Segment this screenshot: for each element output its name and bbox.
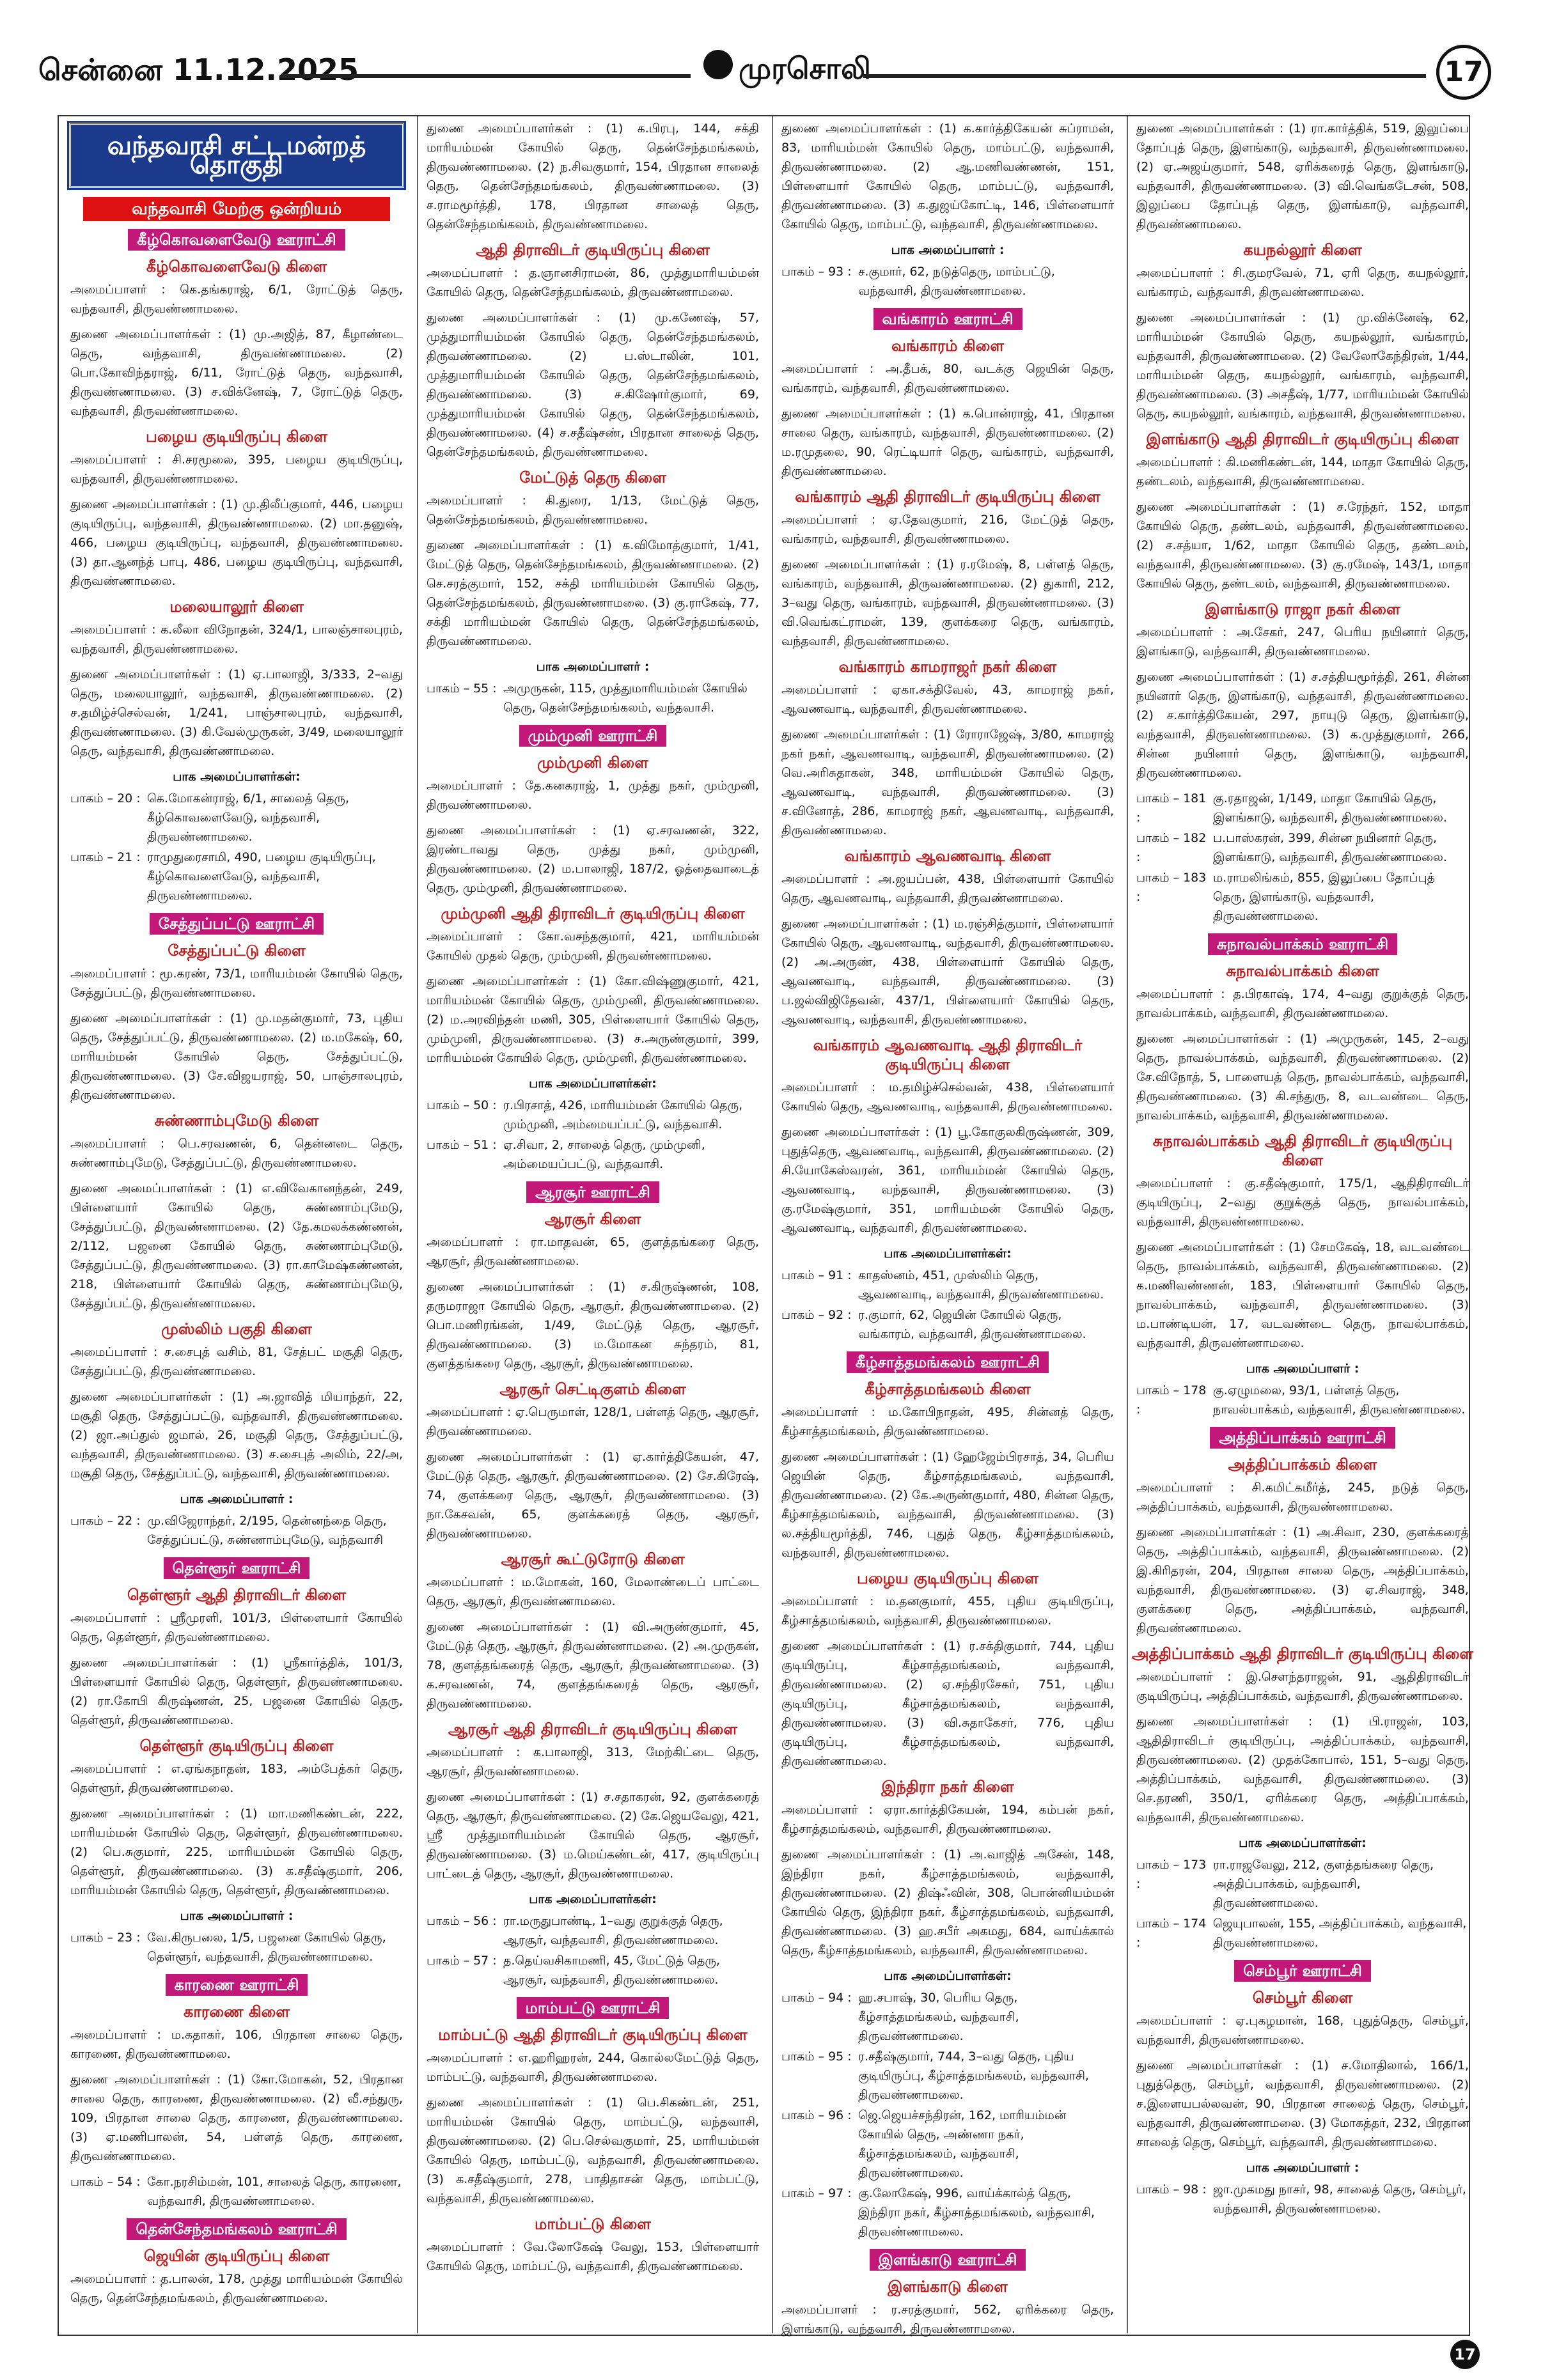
branch-heading: காரணை கிளை <box>184 2003 290 2021</box>
masthead <box>38 45 1509 102</box>
deputy-organizers-entry: துணை அமைப்பாளர்கள் : (1) அ.சிவா, 230, குளக்கரைத் தெரு, அத்திப்பாக்கம், வந்தவாசி, திருவண்ணாமலை. (2) இ.கிரிதரன், 204, பிரதான சாலை தெரு, அத்திப்பாக்கம், வந்தவாசி, திருவண்ணாமலை. (3) ஏ.சிவராஜ், 348, குளக்கரை தெரு, அத்திப்பாக்கம், வந்தவாசி, திருவண்ணாமலை. <box>1136 1525 1469 1635</box>
branch-heading: கயநல்லூர் கிளை <box>1243 241 1362 259</box>
deputy-organizers-entry: துணை அமைப்பாளர்கள் : (1) ஏ.பாலாஜி, 3/333, 2–வது தெரு, மலையாலூர், வந்தவாசி, திருவண்ணாமலை. (2) ச.தமிழ்ச்செல்வன், 1/241, பாஞ்சாலபுரம், வந்தவாசி, திருவண்ணாமலை. (3) கி.வேல்முருகன், 3/49, மலையாலூர் தெரு, வந்தவாசி, திருவண்ணாமலை. <box>70 667 403 758</box>
booth-number: பாகம் – 183 : <box>1136 871 1207 904</box>
booth-organizers-label: பாக அமைப்பாளர்கள்: <box>529 1892 657 1906</box>
booth-row <box>1136 2180 1469 2218</box>
organizer-entry: அமைப்பாளர் : வே.லோகேஷ் வேலு, 153, பிள்ளையார் கோயில் தெரு, மாம்பட்டு, வந்தவாசி, திருவண்ணாமலை. <box>427 2240 759 2273</box>
organizer-entry: அமைப்பாளர் : கு.சதீஷ்குமார், 175/1, ஆதிதிராவிடர் குடியிருப்பு, 2–வது குறுக்குத் தெரு, நாவல்பாக்கம், வந்தவாசி, திருவண்ணாமலை. <box>1136 1176 1469 1229</box>
branch-heading: அத்திப்பாக்கம் கிளை <box>1228 1456 1377 1474</box>
booth-organizer: மு.விஜேராந்தர், 2/195, தென்னந்தை தெரு, சேத்துப்பட்டு, சுண்ணாம்புமேடு, வந்தவாசி <box>147 1514 387 1547</box>
deputy-organizers-entry: துணை அமைப்பாளர்கள் : (1) மு.விக்னேஷ், 62, மாரியம்மன் கோயில் தெரு, கயநல்லூர், வங்காரம், வந்தவாசி, திருவண்ணாமலை. (2) வேலோகேந்திரன், 1/44, மாரியம்மன் தெரு, கயநல்லூர், வங்காரம், வந்தவாசி, திருவண்ணாமலை. (3) அசதீஷ், 1/77, மாரியம்மன் கோயில் தெரு, கயநல்லூர், வங்காரம், வந்தவாசி, திருவண்ணாமலை. <box>1136 311 1469 421</box>
organizer-entry: அமைப்பாளர் : ஏ.பெருமாள், 128/1, பள்ளத் தெரு, ஆரசூர், திருவண்ணாமலை. <box>427 1405 759 1438</box>
deputy-organizers-entry: துணை அமைப்பாளர்கள் : (1) ஸ்ரீகார்த்திக், 101/3, பிள்ளையார் கோயில் தெரு, தெள்ளூர், திருவண்ணாமலை. (2) ரா.கோபி கிருஷ்ணன், 25, பஜனை கோயில் தெரு, தெள்ளூர், திருவண்ணாமலை. <box>70 1656 403 1727</box>
paper-name: முரசொலி <box>739 51 871 86</box>
booth-number: பாகம் – 95 : <box>781 2049 852 2064</box>
booth-row <box>427 1951 759 1989</box>
branch-heading: பழைய குடியிருப்பு கிளை <box>145 428 328 446</box>
deputy-organizers-entry: துணை அமைப்பாளர்கள் : (1) க.விமோத்குமார், 1/41, மேட்டுத் தெரு, தென்சேந்தமங்கலம், திருவண்ணாமலை. (2) செ.சரத்குமார், 152, சக்தி மாரியம்மன் கோயில் தெரு, தென்சேந்தமங்கலம், திருவண்ணாமலை. (3) கு.ராகேஷ், 77, சக்தி மாரியம்மன் கோயில் தெரு, தென்சேந்தமங்கலம், திருவண்ணாமலை. <box>427 538 759 648</box>
booth-row <box>781 2184 1114 2241</box>
booth-row <box>781 2047 1114 2104</box>
deputy-organizers-entry: துணை அமைப்பாளர்கள் : (1) ச.கிருஷ்ணன், 108, தருமராஜா கோயில் தெரு, ஆரசூர், திருவண்ணாமலை. (2) பொ.மணிரங்கன், 1/49, மேட்டுத் தெரு, ஆரசூர், திருவண்ணாமலை. (3) ம.மோகன சுந்தரம், 81, குளத்தங்கரை தெரு, ஆரசூர், திருவண்ணாமலை. <box>427 1280 759 1371</box>
booth-number: பாகம் – 94 : <box>781 1991 852 2005</box>
branch-heading: ஆரசூர் கூட்டுரோடு கிளை <box>501 1550 685 1568</box>
booth-number: பாகம் – 181 : <box>1136 791 1207 825</box>
deputy-organizers-entry: துணை அமைப்பாளர்கள் : (1) மு.மதன்குமார், 73, புதிய தெரு, சேத்துப்பட்டு, திருவண்ணாமலை. (2) ம.மகேஷ், 60, மாரியம்மன் கோயில் தெரு, சேத்துப்பட்டு, திருவண்ணாமலை. (3) சே.விஜயராஜ், 50, பாஞ்சாலபுரம், திருவண்ணாமலை. <box>70 1011 403 1102</box>
organizer-entry: அமைப்பாளர் : ம.தனகுமார், 455, புதிய குடியிருப்பு, கீழ்சாத்தமங்கலம், வந்தவாசி, திருவண்ணாமலை. <box>781 1594 1114 1628</box>
organizer-entry: அமைப்பாளர் : ச.சைபுத் வசிம், 81, சேத்பட் மசூதி தெரு, சேத்துப்பட்டு, திருவண்ணாமலை. <box>70 1345 403 1378</box>
deputy-organizers-entry: துணை அமைப்பாளர்கள் : (1) எ.விவேகானந்தன், 249, பிள்ளையார் கோயில் தெரு, சுண்ணாம்புமேடு, சேத்துப்பட்டு, திருவண்ணாமலை. (2) தே.கமலக்கண்ணன், 2/112, பஜனை கோயில் தெரு, சுண்ணாம்புமேடு, சேத்துப்பட்டு, திருவண்ணாமலை. (3) ரா.காமேஷ்கண்ணன், 218, பிள்ளையார் கோயில் தெரு, சுண்ணாம்புமேடு, சேத்துப்பட்டு, திருவண்ணாமலை. <box>70 1181 403 1311</box>
branch-heading: சுண்ணாம்புமேடு கிளை <box>154 1112 319 1130</box>
panchayat-heading: கீழ்சாத்தமங்கலம் ஊராட்சி <box>847 1351 1049 1373</box>
booth-organizer: கு.ஏழுமலை, 93/1, பள்ளத் தெரு, நாவல்பாக்கம், வந்தவாசி, திருவண்ணாமலை. <box>1213 1383 1466 1417</box>
booth-organizers-label: பாக அமைப்பாளர்கள்: <box>1239 1836 1367 1850</box>
booth-row <box>781 1988 1114 2046</box>
booth-row <box>1136 868 1469 926</box>
organizer-entry: அமைப்பாளர் : ம.கதாகர், 106, பிரதான சாலை தெரு, காரணை, திருவண்ணாமலை. <box>70 2028 403 2061</box>
booth-organizers-label: பாக அமைப்பாளர்கள்: <box>884 1247 1012 1261</box>
organizer-entry: அமைப்பாளர் : ரா.மாதவன், 65, குளத்தங்கரை தெரு, ஆரசூர், திருவண்ணாமலை. <box>427 1235 759 1268</box>
booth-organizer: கு.லோகேஷ், 996, வாய்க்கால்த் தெரு, இந்திரா நகர், கீழ்சாத்தமங்கலம், வந்தவாசி, திருவண்ணாமலை. <box>858 2186 1095 2239</box>
organizer-entry: அமைப்பாளர் : ஸ்ரீமுரளி, 101/3, பிள்ளையார் கோயில் தெரு, தெள்ளூர், திருவண்ணாமலை. <box>70 1611 403 1644</box>
booth-organizers-label: பாக அமைப்பாளர் : <box>891 243 1005 257</box>
branch-heading: ஜெயின் குடியிருப்பு கிளை <box>143 2247 330 2265</box>
booth-organizer: காதஸ்னம், 451, முஸ்லிம் தெரு, ஆவணவாடி, வந்தவாசி, திருவண்ணாமலை. <box>858 1268 1104 1302</box>
booth-organizer: கு.ரதாஜன், 1/149, மாதா கோயில் தெரு, இளங்காடு, வந்தவாசி, திருவண்ணாமலை. <box>1213 791 1447 825</box>
deputy-organizers-entry: துணை அமைப்பாளர்கள் : (1) மு.கணேஷ், 57, முத்துமாரியம்மன் கோயில் தெரு, தென்சேந்தமங்கலம், திருவண்ணாமலை. (2) ப.ஸ்டாலின், 101, முத்துமாரியம்மன் கோயில் தெரு, தென்சேந்தமங்கலம், திருவண்ணாமலை. (3) ச.கிஷோர்குமார், 69, முத்துமாரியம்மன் கோயில் தெரு, தென்சேந்தமங்கலம், திருவண்ணாமலை. (4) ச.சதீஷ்சண், பிரதான சாலைத் தெரு, தென்சேந்தமங்கலம், திருவண்ணாமலை. <box>427 311 759 459</box>
booth-organizer: ர.பிரசாத், 426, மாரியம்மன் கோயில் தெரு, மும்முனி, அம்மையப்பட்டு, வந்தவாசி. <box>503 1098 743 1132</box>
organizer-entry: அமைப்பாளர் : ஏ.புகழமான், 168, புதுத்தெரு, செம்பூர், வந்தவாசி, திருவண்ணாமலை. <box>1136 2014 1469 2047</box>
branch-heading: சுநாவல்பாக்கம் கிளை <box>1226 962 1379 980</box>
booth-organizer: ம.ராமலிங்கம், 855, இலுப்பை தோப்புத் தெரு, இளங்காடு, வந்தவாசி, திருவண்ணாமலை. <box>1213 871 1436 923</box>
booth-row <box>1136 828 1469 867</box>
branch-heading: முஸ்லிம் பகுதி கிளை <box>161 1320 312 1338</box>
panchayat-heading: தெள்ளூர் ஊராட்சி <box>164 1557 310 1579</box>
booth-row <box>70 848 403 905</box>
booth-organizer: கெ.மோகன்ராஜ், 6/1, சாலைத் தெரு, கீழ்கொவளைவேடு, வந்தவாசி, திருவண்ணாமலை. <box>147 791 350 844</box>
organizer-entry: அமைப்பாளர் : த.ஞானசிராமன், 86, முத்துமாரியம்மன் கோயில் தெரு, தென்சேந்தமங்கலம், திருவண்ணாமலை. <box>427 266 759 299</box>
booth-row <box>427 679 759 717</box>
booth-organizer: ச.குமார், 62, நடுத்தெரு, மாம்பட்டு, வந்தவாசி, திருவண்ணாமலை. <box>858 265 1055 298</box>
column-divider <box>417 116 418 2333</box>
booth-number: பாகம் – 98 : <box>1136 2182 1207 2197</box>
deputy-organizers-entry: துணை அமைப்பாளர்கள் : (1) பெ.சிகண்டன், 251, மாரியம்மன் கோயில் தெரு, மாம்பட்டு, வந்தவாசி, திருவண்ணாமலை. (2) பெ.செல்வகுமார், 25, மாரியம்மன் கோயில் தெரு, மாம்பட்டு, வந்தவாசி, திருவண்ணாமலை. (3) க.சதீஷ்குமார், 278, பாதிதாசன் தெரு, மாம்பட்டு, வந்தவாசி, திருவண்ணாமலை. <box>427 2096 759 2205</box>
booth-row <box>781 1266 1114 1304</box>
organizer-entry: அமைப்பாளர் : மூ.கரண், 73/1, மாரியம்மன் கோயில் தெரு, சேத்துப்பட்டு, திருவண்ணாமலை. <box>70 967 403 1000</box>
organizer-entry: அமைப்பாளர் : கி.துரை, 1/13, மேட்டுத் தெரு, தென்சேந்தமங்கலம், திருவண்ணாமலை. <box>427 494 759 527</box>
page-number: 17 <box>1436 45 1491 100</box>
panchayat-heading: ஆரசூர் ஊராட்சி <box>526 1181 659 1203</box>
panchayat-heading: இளங்காடு ஊராட்சி <box>870 2249 1026 2271</box>
organizer-entry: அமைப்பாளர் : த.பிரகாஷ், 174, 4–வது குறுக்குத் தெரு, நாவல்பாக்கம், வந்தவாசி, திருவண்ணாமலை. <box>1136 987 1469 1020</box>
deputy-organizers-entry: துணை அமைப்பாளர்கள் : (1) ஏ.சரவணன், 322, இரண்டாவது தெரு, முத்து நகர், மும்முனி, திருவண்ணாமலை. (2) ம.பாலாஜி, 187/2, ஓத்தைவாடைத் தெரு, மும்முனி, திருவண்ணாமலை. <box>427 823 759 895</box>
organizer-entry: அமைப்பாளர் : அ.ஜயப்பன், 438, பிள்ளையார் கோயில் தெரு, ஆவணவாடி, வந்தவாசி, திருவண்ணாமலை. <box>781 872 1114 905</box>
branch-heading: செம்பூர் கிளை <box>1252 1989 1353 2007</box>
branch-heading: தெள்ளூர் ஆதி திராவிடர் கிளை <box>127 1586 347 1604</box>
deputy-organizers-entry: துணை அமைப்பாளர்கள் : (1) கோ.விஷ்ணுகுமார், 421, மாரியம்மன் கோயில் தெரு, மும்முனி, திருவண்ணாமலை. (2) ம.அரவிந்தன் மணி, 305, பிள்ளையார் கோயில் தெரு, மும்முனி, திருவண்ணாமலை. (3) ச.அருண்குமார், 399, மாரியம்மன் கோயில் தெரு, மும்முனி, திருவண்ணாமலை. <box>427 974 759 1065</box>
branch-heading: வங்காரம் ஆதி திராவிடர் குடியிருப்பு கிளை <box>795 488 1100 506</box>
booth-number: பாகம் – 178 : <box>1136 1383 1207 1417</box>
organizer-entry: அமைப்பாளர் : த.பாலன், 178, முத்து மாரியம்மன் கோயில் தெரு, தென்சேந்தமங்கலம், திருவண்ணாமலை. <box>70 2272 403 2305</box>
booth-organizer: ர.குமார், 62, ஜெயின் கோயில் தெரு, வங்காரம், வந்தவாசி, திருவண்ணாமலை. <box>858 1308 1086 1341</box>
booth-number: பாகம் – 182 : <box>1136 831 1207 864</box>
organizer-entry: அமைப்பாளர் : இ.செளந்தராஜன், 91, ஆதிதிராவிடர் குடியிருப்பு, அத்திப்பாக்கம், வந்தவாசி, திருவண்ணாமலை. <box>1136 1670 1469 1703</box>
booth-row <box>427 1135 759 1174</box>
booth-row <box>70 2172 403 2211</box>
booth-number: பாகம் – 20 : <box>70 791 141 805</box>
booth-organizers-label: பாக அமைப்பாளர் : <box>1246 1362 1359 1376</box>
booth-number: பாகம் – 92 : <box>781 1308 852 1322</box>
column-2 <box>420 116 765 2282</box>
booth-number: பாகம் – 21 : <box>70 850 141 864</box>
masthead-rule-right <box>863 74 1426 78</box>
booth-row <box>1136 789 1469 827</box>
deputy-organizers-entry: துணை அமைப்பாளர்கள் : (1) கோ.மோகன், 52, பிரதான சாலை தெரு, காரணை, திருவண்ணாமலை. (2) வீ.சந்துரு, 109, பிரதான சாலை தெரு, காரணை, திருவண்ணாமலை. (3) ஏ.மணிபாலன், 54, பள்ளத் தெரு, காரணை, திருவண்ணாமலை. <box>70 2073 403 2163</box>
column-1 <box>64 116 409 2314</box>
booth-organizer: ஜெயுபாலன், 155, அத்திப்பாக்கம், வந்தவாசி, திருவண்ணாமலை. <box>1213 1917 1467 1950</box>
deputy-organizers-entry: துணை அமைப்பாளர்கள் : (1) பி.ராஜன், 103, ஆதிதிராவிடர் குடியிருப்பு, அத்திப்பாக்கம், வந்தவாசி, திருவண்ணாமலை. (2) முதக்கோபால், 151, 5–வது தெரு, அத்திப்பாக்கம், வந்தவாசி, திருவண்ணாமலை. (3) செ.தரணி, 350/1, ஏரிக்கரை தெரு, அத்திப்பாக்கம், வந்தவாசி, திருவண்ணாமலை. <box>1136 1715 1469 1824</box>
deputy-organizers-entry: துணை அமைப்பாளர்கள் : (1) அ.வாஜித் அசேன், 148, இந்திரா நகர், கீழ்சாத்தமங்கலம், வந்தவாசி, திருவண்ணாமலை. (2) திஷ்ஃவின், 308, பொன்னியம்மன் கோயில் தெரு, இந்திரா நகர், கீழ்சாத்தமங்கலம், வந்தவாசி, திருவண்ணாமலை. (3) ஹ.சபீர் அகமது, 684, வாய்க்கால் தெரு, கீழ்சாத்தமங்கலம், வந்தவாசி, திருவண்ணாமலை. <box>781 1847 1114 1957</box>
deputy-organizers-entry: துணை அமைப்பாளர்கள் : (1) ர.ரமேஷ், 8, பள்ளத் தெரு, வங்காரம், வந்தவாசி, திருவண்ணாமலை. (2) துகாரி, 212, 3–வது தெரு, வங்காரம், வந்தவாசி, திருவண்ணாமலை. (3) வி.வெங்கட்ராமன், 139, குளக்கரை தெரு, வங்காரம், வந்தவாசி, திருவண்ணாமலை. <box>781 557 1114 648</box>
booth-row <box>781 262 1114 300</box>
deputy-organizers-entry: துணை அமைப்பாளர்கள் : (1) வி.அருண்குமார், 45, மேட்டுத் தெரு, ஆரசூர், திருவண்ணாமலை. (2) அ.முருகன், 78, குளத்தங்கரைத் தெரு, ஆரசூர், திருவண்ணாமலை. (3) க.சரவணன், 74, குளத்தங்கரைத் தெரு, ஆரசூர், திருவண்ணாமலை. <box>427 1620 759 1711</box>
booth-number: பாகம் – 23 : <box>70 1931 141 1945</box>
branch-heading: ஆரசூர் கிளை <box>544 1210 641 1228</box>
union-title: வந்தவாசி மேற்கு ஒன்றியம் <box>83 197 390 221</box>
branch-heading: வங்காரம் காமராஜர் நகர் கிளை <box>838 658 1057 676</box>
deputy-organizers-entry: துணை அமைப்பாளர்கள் : (1) அ.ஜாவித் மியாந்தர், 22, மசூதி தெரு, சேத்துப்பட்டு, வந்தவாசி, திருவண்ணாமலை. (2) ஜா.அப்துல் ஜமால், 26, மசூதி தெரு, சேத்துப்பட்டு, வந்தவாசி, திருவண்ணாமலை. (3) ச.சைபுத் அலிம், 22/அ, மசூதி தெரு, சேத்துப்பட்டு, வந்தவாசி, திருவண்ணாமலை. <box>70 1390 403 1481</box>
booth-row <box>427 1911 759 1950</box>
organizer-entry: அமைப்பாளர் : சி.சரமூலை, 395, பழைய குடியிருப்பு, வந்தவாசி, திருவண்ணாமலை. <box>70 453 403 486</box>
column-divider <box>1127 116 1128 2333</box>
booth-organizers-label: பாக அமைப்பாளர்கள்: <box>173 770 301 784</box>
booth-number: பாகம் – 51 : <box>427 1138 497 1152</box>
branch-heading: இளங்காடு கிளை <box>888 2278 1008 2296</box>
column-3 <box>775 116 1120 2345</box>
booth-organizer: வே.கிருபலை, 1/5, பஜனை கோயில் தெரு, தெள்ளூர், வந்தவாசி, திருவண்ணாமலை. <box>147 1931 386 1964</box>
organizer-entry: அமைப்பாளர் : கி.மணிகண்டன், 144, மாதா கோயில் தெரு, தண்டலம், வந்தவாசி, திருவண்ணாமலை. <box>1136 455 1469 488</box>
organizer-entry: அமைப்பாளர் : ஏ.தேவகுமார், 216, மேட்டுத் தெரு, வங்காரம், வந்தவாசி, திருவண்ணாமலை. <box>781 513 1114 546</box>
booth-organizer: அமுருகன், 115, முத்துமாரியம்மன் கோயில் தெரு, தென்சேந்தமங்கலம், வந்தவாசி. <box>503 681 748 715</box>
deputy-organizers-entry: துணை அமைப்பாளர்கள் : (1) ச.சதாகரன், 92, குளக்கரைத் தெரு, ஆரசூர், திருவண்ணாமலை. (2) கே.ஜெயவேலு, 421, ஸ்ரீ முத்துமாரியம்மன் கோயில் தெரு, ஆரசூர், திருவண்ணாமலை. (3) ம.மெய்கண்டன், 417, குடியிருப்பு பாட்டைத் தெரு, ஆரசூர், திருவண்ணாமலை. <box>427 1790 759 1881</box>
deputy-organizers-entry: துணை அமைப்பாளர்கள் : (1) அமுருகன், 145, 2–வது தெரு, நாவல்பாக்கம், வந்தவாசி, திருவண்ணாமலை. (2) சே.விநோத், 5, பாளையத் தெரு, நாவல்பாக்கம், வந்தவாசி, திருவண்ணாமலை. (3) கி.சந்துரு, 8, வடவண்டை தெரு, நாவல்பாக்கம், வந்தவாசி, திருவண்ணாமலை. <box>1136 1032 1469 1123</box>
branch-heading: இளங்காடு ராஜா நகர் கிளை <box>1205 600 1400 618</box>
booth-organizer: த.தெய்வசிகாமணி, 45, மேட்டுத் தெரு, ஆரசூர், வந்தவாசி, திருவண்ணாமலை. <box>503 1954 720 1987</box>
deputy-organizers-entry: துணை அமைப்பாளர்கள் : (1) மு.திலீப்குமார், 446, பழைய குடியிருப்பு, வந்தவாசி, திருவண்ணாமலை. (2) மா.தனுஷ், 466, பழைய குடியிருப்பு, வந்தவாசி, திருவண்ணாமலை. (3) தா.ஆனந்த் பாபு, 486, பழைய குடியிருப்பு, வந்தவாசி, திருவண்ணாமலை. <box>70 497 403 588</box>
booth-organizers-label: பாக அமைப்பாளர்கள்: <box>884 1969 1012 1983</box>
booth-number: பாகம் – 57 : <box>427 1954 497 1968</box>
organizer-entry: அமைப்பாளர் : சி.குமரவேல், 71, ஏரி தெரு, கயநல்லூர், வங்காரம், வந்தவாசி, திருவண்ணாமலை. <box>1136 266 1469 299</box>
panchayat-heading: சுநாவல்பாக்கம் ஊராட்சி <box>1208 933 1397 955</box>
booth-row <box>781 2106 1114 2182</box>
panchayat-heading: வங்காரம் ஊராட்சி <box>873 308 1022 330</box>
deputy-organizers-entry: துணை அமைப்பாளர்கள் : (1) மா.மணிகண்டன், 222, மாரியம்மன் கோயில் தெரு, தெள்ளூர், திருவண்ணாமலை. (2) பெ.சுகுமார், 225, மாரியம்மன் கோயில் தெரு, தெள்ளூர், திருவண்ணாமலை. (3) க.சதீஷ்குமார், 206, மாரியம்மன் கோயில் தெரு, தெள்ளூர், திருவண்ணாமலை. <box>70 1807 403 1897</box>
organizer-entry: அமைப்பாளர் : ம.கோபிநாதன், 495, சின்னத் தெரு, கீழ்சாத்தமங்கலம், திருவண்ணாமலை. <box>781 1405 1114 1438</box>
booth-number: பாகம் – 55 : <box>427 681 497 696</box>
branch-heading: பழைய குடியிருப்பு கிளை <box>856 1569 1039 1587</box>
panchayat-heading: அத்திப்பாக்கம் ஊராட்சி <box>1210 1427 1395 1449</box>
deputy-organizers-entry: துணை அமைப்பாளர்கள் : (1) பூ.கோகுலகிருஷ்ணன், 309, புதுத்தெரு, ஆவணவாடி, வந்தவாசி, திருவண்ணாமலை. (2) சி.யோகேஸ்வரன், 361, மாரியம்மன் கோயில் தெரு, ஆவணவாடி, வந்தவாசி, திருவண்ணாமலை. (3) கு.ரமேஷ்குமார், 351, மாரியம்மன் கோயில் தெரு, ஆவணவாடி, வந்தவாசி, திருவண்ணாமலை. <box>781 1125 1114 1235</box>
column-divider <box>772 116 773 2333</box>
panchayat-heading: கீழ்கொவளைவேடு ஊராட்சி <box>128 229 345 251</box>
booth-row <box>1136 1914 1469 1952</box>
booth-number: பாகம் – 56 : <box>427 1914 497 1928</box>
booth-number: பாகம் – 93 : <box>781 265 852 279</box>
booth-organizer: ஜா.முகமது நாசர், 98, சாலைத் தெரு, செம்பூர், வந்தவாசி, திருவண்ணாமலை. <box>1213 2182 1466 2216</box>
booth-row <box>1136 1855 1469 1913</box>
organizer-entry: அமைப்பாளர் : கெ.தங்கராஜ், 6/1, ரோட்டுத் தெரு, வந்தவாசி, திருவண்ணாமலை. <box>70 283 403 316</box>
booth-number: பாகம் – 97 : <box>781 2186 852 2200</box>
panchayat-heading: சேத்துப்பட்டு ஊராட்சி <box>150 913 324 935</box>
organizer-entry: அமைப்பாளர் : தே.கனகராஜ், 1, முத்து நகர், மும்முனி, திருவண்ணாமலை. <box>427 779 759 812</box>
booth-number: பாகம் – 96 : <box>781 2108 852 2122</box>
branch-heading: தெள்ளூர் குடியிருப்பு கிளை <box>139 1737 334 1755</box>
deputy-organizers-entry: துணை அமைப்பாளர்கள் : (1) ரோராஜேஷ், 3/80, காமராஜ் நகர் நகர், ஆவணவாடி, வந்தவாசி, திருவண்ணாமலை. (2) வெ.அரிசுதாகன், 348, மாரியம்மன் கோயில் தெரு, ஆவணவாடி, வந்தவாசி, திருவண்ணாமலை. (3) ச.வினோத், 286, காமராஜ் நகர், ஆவணவாடி, வந்தவாசி, திருவண்ணாமலை. <box>781 727 1114 837</box>
branch-heading: மாம்பட்டு ஆதி திராவிடர் குடியிருப்பு கிளை <box>438 2026 748 2044</box>
organizer-entry: அமைப்பாளர் : சி.கமிட்கமீர்த், 245, நடுத் தெரு, அத்திப்பாக்கம், வந்தவாசி, திருவண்ணாமலை. <box>1136 1481 1469 1514</box>
footer-page-number: 17 <box>1450 2340 1480 2369</box>
deputy-organizers-entry: துணை அமைப்பாளர்கள் : (1) ம.ரஞ்சித்குமார், பிள்ளையார் கோயில் தெரு, ஆவணவாடி, வந்தவாசி, திருவண்ணாமலை. (2) அ.அருண், 438, பிள்ளையார் கோயில் தெரு, ஆவணவாடி, வந்தவாசி, திருவண்ணாமலை. (3) ப.ஜல்விஜிதேவன், 437/1, பிள்ளையார் கோயில் தெரு, ஆவணவாடி, வந்தவாசி, திருவண்ணாமலை. <box>781 917 1114 1027</box>
panchayat-heading: தென்சேந்தமங்கலம் ஊராட்சி <box>127 2218 346 2240</box>
organizer-entry: அமைப்பாளர் : எ.ஏங்கநாதன், 183, அம்பேத்கர் தெரு, தெள்ளூர், திருவண்ணாமலை. <box>70 1762 403 1795</box>
deputy-organizers-entry: துணை அமைப்பாளர்கள் : (1) க.கார்த்திகேயன் சுப்ராமன், 83, மாரியம்மன் கோயில் தெரு, மாம்பட்டு, வந்தவாசி, திருவண்ணாமலை. (2) ஆ.மணிவண்ணன், 151, பிள்ளையார் கோயில் தெரு, மாம்பட்டு, வந்தவாசி, திருவண்ணாமலை. (3) க.துஜய்கோட்டி, 146, பிள்ளையார் கோயில் தெரு, மாம்பட்டு, வந்தவாசி, திருவண்ணாமலை. <box>781 121 1114 231</box>
booth-organizers-label: பாக அமைப்பாளர் : <box>180 1492 294 1506</box>
booth-number: பாகம் – 91 : <box>781 1268 852 1282</box>
organizer-entry: அமைப்பாளர் : எ.ஹரிஹரன், 244, கொல்லமேட்டுத் தெரு, மாம்பட்டு, வந்தவாசி, திருவண்ணாமலை. <box>427 2051 759 2084</box>
panchayat-heading: மாம்பட்டு ஊராட்சி <box>517 1997 670 2019</box>
branch-heading: அத்திப்பாக்கம் ஆதி திராவிடர் குடியிருப்பு கிளை <box>1131 1645 1474 1663</box>
organizer-entry: அமைப்பாளர் : ம.மோகன், 160, மேலாண்டைப் பாட்டை தெரு, ஆரசூர், திருவண்ணாமலை. <box>427 1575 759 1608</box>
branch-heading: கீழ்கொவளைவேடு கிளை <box>146 258 327 276</box>
organizer-entry: அமைப்பாளர் : கோ.வசந்தகுமார், 421, மாரியம்மன் கோயில் முதல் தெரு, மும்முனி, திருவண்ணாமலை. <box>427 929 759 963</box>
deputy-organizers-entry: துணை அமைப்பாளர்கள் : (1) க.பிரபு, 144, சக்தி மாரியம்மன் கோயில் தெரு, தென்சேந்தமங்கலம், திருவண்ணாமலை. (2) ந.சிவகுமார், 154, பிரதான சாலைத் தெரு, தென்சேந்தமங்கலம், திருவண்ணாமலை. (3) ச.ராமமூர்த்தி, 178, பிரதான சாலைத் தெரு, தென்சேந்தமங்கலம், திருவண்ணாமலை. <box>427 121 759 231</box>
booth-organizer: ஏ.சிவா, 2, சாலைத் தெரு, மும்முனி, அம்மையப்பட்டு, வந்தவாசி. <box>503 1138 705 1171</box>
branch-heading: வங்காரம் கிளை <box>891 337 1004 355</box>
booth-organizers-label: பாக அமைப்பாளர் : <box>536 660 650 674</box>
deputy-organizers-entry: துணை அமைப்பாளர்கள் : (1) ரா.கார்த்திக், 519, இலுப்பை தோப்புத் தெரு, இளங்காடு, வந்தவாசி, திருவண்ணாமலை. (2) ஏ.அஜய்குமார், 548, ஏரிக்கரைத் தெரு, இளங்காடு, வந்தவாசி, திருவண்ணாமலை. (3) வி.வெங்கடேசன், 508, இலுப்பை தோப்புத் தெரு, இளங்காடு, வந்தவாசி, திருவண்ணாமலை. <box>1136 121 1469 231</box>
branch-heading: ஆதி திராவிடர் குடியிருப்பு கிளை <box>476 241 710 259</box>
constituency-title: வந்தவாசி சட்டமன்றத் தொகுதி <box>69 123 404 188</box>
branch-heading: இளங்காடு ஆதி திராவிடர் குடியிருப்பு கிளை <box>1146 430 1459 448</box>
deputy-organizers-entry: துணை அமைப்பாளர்கள் : (1) ச.மோதிலால், 166/1, புதுத்தெரு, செம்பூர், வந்தவாசி, திருவண்ணாமலை. (2) ச.இளையபல்லவன், 90, பிரதான சாலைத் தெரு, செம்பூர், வந்தவாசி, திருவண்ணாமலை. (3) மோகத்தர், 232, பிரதான சாலைத் தெரு, செம்பூர், வந்தவாசி, திருவண்ணாமலை. <box>1136 2058 1469 2149</box>
booth-number: பாகம் – 54 : <box>70 2175 141 2189</box>
booth-organizer: ரா.ராஜவேலு, 212, குளத்தங்கரை தெரு, அத்திப்பாக்கம், வந்தவாசி, திருவண்ணாமலை. <box>1213 1858 1434 1910</box>
deputy-organizers-entry: துணை அமைப்பாளர்கள் : (1) க.பொன்ராஜ், 41, பிரதான சாலை தெரு, வங்காரம், வந்தவாசி, திருவண்ணாமலை. (2) ம.ரமுதலை, 90, ரெட்டியார் தெரு, வங்காரம், வந்தவாசி, திருவண்ணாமலை. <box>781 407 1114 478</box>
booth-organizer: ப.பாஸ்கரன், 399, சின்ன நயினார் தெரு, இளங்காடு, வந்தவாசி, திருவண்ணாமலை. <box>1213 831 1447 864</box>
branch-heading: வங்காரம் ஆவணவாடி ஆதி திராவிடர் குடியிருப்பு கிளை <box>813 1036 1083 1073</box>
organizer-entry: அமைப்பாளர் : ஏகா.சக்திவேல், 43, காமராஜ் நகர், ஆவணவாடி, வந்தவாசி, திருவண்ணாமலை. <box>781 683 1114 716</box>
branch-heading: ஆரசூர் செட்டிகுளம் கிளை <box>499 1380 686 1398</box>
booth-number: பாகம் – 173 : <box>1136 1858 1207 1891</box>
panchayat-heading: காரணை ஊராட்சி <box>166 1974 308 1996</box>
panchayat-heading: செம்பூர் ஊராட்சி <box>1234 1960 1371 1982</box>
deputy-organizers-entry: துணை அமைப்பாளர்கள் : (1) ஹேஜேம்பிரசாத், 34, பெரிய ஜெயின் தெரு, கீழ்சாத்தமங்கலம், வந்தவாசி, திருவண்ணாமலை. (2) கே.அருண்குமார், 480, சின்ன தெரு, கீழ்சாத்தமங்கலம், வந்தவாசி, திருவண்ணாமலை. (3) ல.சத்தியமூர்த்தி, 746, புதுத் தெரு, கீழ்சாத்தமங்கலம், வந்தவாசி, திருவண்ணாமலை. <box>781 1450 1114 1560</box>
booth-row <box>781 1305 1114 1344</box>
issue-date: சென்னை 11.12.2025 <box>38 52 359 87</box>
deputy-organizers-entry: துணை அமைப்பாளர்கள் : (1) ச.ரேந்தர், 152, மாதா கோயில் தெரு, தண்டலம், வந்தவாசி, திருவண்ணாமலை. (2) ச.சத்யா, 1/62, மாதா கோயில் தெரு, தண்டலம், வந்தவாசி, திருவண்ணாமலை. (3) கு.ரமேஷ், 143/1, மாதா கோயில் தெரு, தண்டலம், வந்தவாசி, திருவண்ணாமலை. <box>1136 500 1469 591</box>
booth-row <box>70 1928 403 1966</box>
branch-heading: மும்முனி கிளை <box>537 754 648 772</box>
organizer-entry: அமைப்பாளர் : ஏரா.கார்த்திகேயன், 194, கம்பன் நகர், கீழ்சாத்தமங்கலம், வந்தவாசி, திருவண்ணாமலை. <box>781 1803 1114 1836</box>
organizer-entry: அமைப்பாளர் : க.லீலா விநோதன், 324/1, பாலஞ்சாலபுரம், வந்தவாசி, திருவண்ணாமலை. <box>70 623 403 656</box>
deputy-organizers-entry: துணை அமைப்பாளர்கள் : (1) ச.சத்தியமூர்த்தி, 261, சின்ன நயினார் தெரு, இளங்காடு, வந்தவாசி, திருவண்ணாமலை. (2) ச.கார்த்திகேயன், 297, நாயுடு தெரு, இளங்காடு, வந்தவாசி, திருவண்ணாமலை. (3) க.முத்துகுமார், 266, சின்ன நயினார் தெரு, இளங்காடு, வந்தவாசி, திருவண்ணாமலை. <box>1136 670 1469 780</box>
branch-heading: மும்முனி ஆதி திராவிடர் குடியிருப்பு கிளை <box>441 905 745 922</box>
organizer-entry: அமைப்பாளர் : அ.தீபக், 80, வடக்கு ஜெயின் தெரு, வங்காரம், வந்தவாசி, திருவண்ணாமலை. <box>781 362 1114 395</box>
organizer-entry: அமைப்பாளர் : ர.சரத்குமார், 562, ஏரிக்கரை தெரு, இளங்காடு, வந்தவாசி, திருவண்ணாமலை. <box>781 2303 1114 2336</box>
booth-organizers-label: பாக அமைப்பாளர்கள்: <box>529 1077 657 1091</box>
booth-organizer: கோ.நரசிம்மன், 101, சாலைத் தெரு, காரணை, வந்தவாசி, திருவண்ணாமலை. <box>147 2175 402 2208</box>
branch-heading: கீழ்சாத்தமங்கலம் கிளை <box>865 1380 1031 1398</box>
paper-logo-icon <box>703 50 733 79</box>
branch-heading: இந்திரா நகர் கிளை <box>881 1778 1014 1796</box>
deputy-organizers-entry: துணை அமைப்பாளர்கள் : (1) ஏ.கார்த்திகேயன், 47, மேட்டுத் தெரு, ஆரசூர், திருவண்ணாமலை. (2) சே.கிரேஷ், 74, குளக்கரை தெரு, ஆரசூர், திருவண்ணாமலை. (3) நா.கேசவன், 65, குளக்கரைத் தெரு, ஆரசூர், திருவண்ணாமலை. <box>427 1450 759 1541</box>
branch-heading: சேத்துப்பட்டு கிளை <box>168 942 306 960</box>
booth-organizer: ர.சதீஷ்குமார், 744, 3–வது தெரு, புதிய குடியிருப்பு, கீழ்சாத்தமங்கலம், வந்தவாசி, திருவண்ணாமலை. <box>858 2049 1090 2102</box>
branch-heading: மாம்பட்டு கிளை <box>535 2215 651 2233</box>
booth-row <box>427 1096 759 1134</box>
branch-heading: ஆரசூர் ஆதி திராவிடர் குடியிருப்பு கிளை <box>448 1720 738 1738</box>
deputy-organizers-entry: துணை அமைப்பாளர்கள் : (1) மு.அஜித், 87, கீழாண்டை தெரு, வந்தவாசி, திருவண்ணாமலை. (2) பொ.கோவிந்தராஜ், 6/11, ரோட்டுத் தெரு, வந்தவாசி, திருவண்ணாமலை. (3) ச.விக்னேஷ், 7, ரோட்டுத் தெரு, வந்தவாசி, திருவண்ணாமலை. <box>70 327 403 418</box>
booth-number: பாகம் – 22 : <box>70 1514 141 1528</box>
organizer-entry: அமைப்பாளர் : அ.சேகர், 247, பெரிய நயினார் தெரு, இளங்காடு, வந்தவாசி, திருவண்ணாமலை. <box>1136 625 1469 658</box>
booth-row <box>70 789 403 846</box>
masthead-rule-left <box>281 74 691 78</box>
organizer-entry: அமைப்பாளர் : ம.தமிழ்ச்செல்வன், 438, பிள்ளையார் கோயில் தெரு, ஆவணவாடி, வந்தவாசி, திருவண்ணாமலை. <box>781 1080 1114 1114</box>
booth-organizer: ராமுதுரைசாமி, 490, பழைய குடியிருப்பு, கீழ்கொவளைவேடு, வந்தவாசி, திருவண்ணாமலை. <box>147 850 376 903</box>
branch-heading: மேட்டுத் தெரு கிளை <box>519 469 666 486</box>
booth-number: பாகம் – 174 : <box>1136 1917 1207 1950</box>
organizer-entry: அமைப்பாளர் : பெ.சரவணன், 6, தென்னடை தெரு, சுண்ணாம்புமேடு, சேத்துப்பட்டு, திருவண்ணாமலை. <box>70 1137 403 1170</box>
booth-row <box>1136 1381 1469 1419</box>
booth-organizers-label: பாக அமைப்பாளர் : <box>1246 2161 1359 2175</box>
booth-organizer: ஹ.சபாஷ், 30, பெரிய தெரு, கீழ்சாத்தமங்கலம், வந்தவாசி, திருவண்ணாமலை. <box>858 1991 1019 2043</box>
deputy-organizers-entry: துணை அமைப்பாளர்கள் : (1) சேமகேஷ், 18, வடவண்டை தெரு, நாவல்பாக்கம், வந்தவாசி, திருவண்ணாமலை. (2) க.மணிவண்ணன், 183, பிள்ளையார் கோயில் தெரு, நாவல்பாக்கம், வந்தவாசி, திருவண்ணாமலை. (3) ம.பாண்டியன், 17, வடவண்டை தெரு, நாவல்பாக்கம், வந்தவாசி, திருவண்ணாமலை. <box>1136 1240 1469 1350</box>
panchayat-heading: மும்முனி ஊராட்சி <box>519 725 667 747</box>
branch-heading: வங்காரம் ஆவணவாடி கிளை <box>844 847 1051 865</box>
booth-organizers-label: பாக அமைப்பாளர் : <box>180 1909 294 1923</box>
branch-heading: மலையாலூர் கிளை <box>169 598 304 616</box>
booth-number: பாகம் – 50 : <box>427 1098 497 1112</box>
booth-row <box>70 1511 403 1550</box>
booth-organizer: ரா.மருதுபாண்டி, 1–வது குறுக்குத் தெரு, ஆரசூர், வந்தவாசி, திருவண்ணாமலை. <box>503 1914 723 1947</box>
column-4 <box>1130 116 1475 2220</box>
branch-heading: சுநாவல்பாக்கம் ஆதி திராவிடர் குடியிருப்பு கிளை <box>1152 1132 1453 1169</box>
booth-organizer: ஜெ.ஜெயச்சந்திரன், 162, மாரியம்மன் கோயில் தெரு, அண்ணா நகர், கீழ்சாத்தமங்கலம், வந்தவாசி, திருவண்ணாமலை. <box>858 2108 1067 2180</box>
organizer-entry: அமைப்பாளர் : க.பாலாஜி, 313, மேற்கிட்டை தெரு, ஆரசூர், திருவண்ணாமலை. <box>427 1745 759 1778</box>
deputy-organizers-entry: துணை அமைப்பாளர்கள் : (1) ர.சக்திகுமார், 744, புதிய குடியிருப்பு, கீழ்சாத்தமங்கலம், வந்தவாசி, திருவண்ணாமலை. (2) ஏ.சந்திரசேகர், 751, புதிய குடியிருப்பு, கீழ்சாத்தமங்கலம், வந்தவாசி, திருவண்ணாமலை. (3) வி.சுதாகேசர், 776, புதிய குடியிருப்பு, கீழ்சாத்தமங்கலம், வந்தவாசி, திருவண்ணாமலை. <box>781 1639 1114 1768</box>
